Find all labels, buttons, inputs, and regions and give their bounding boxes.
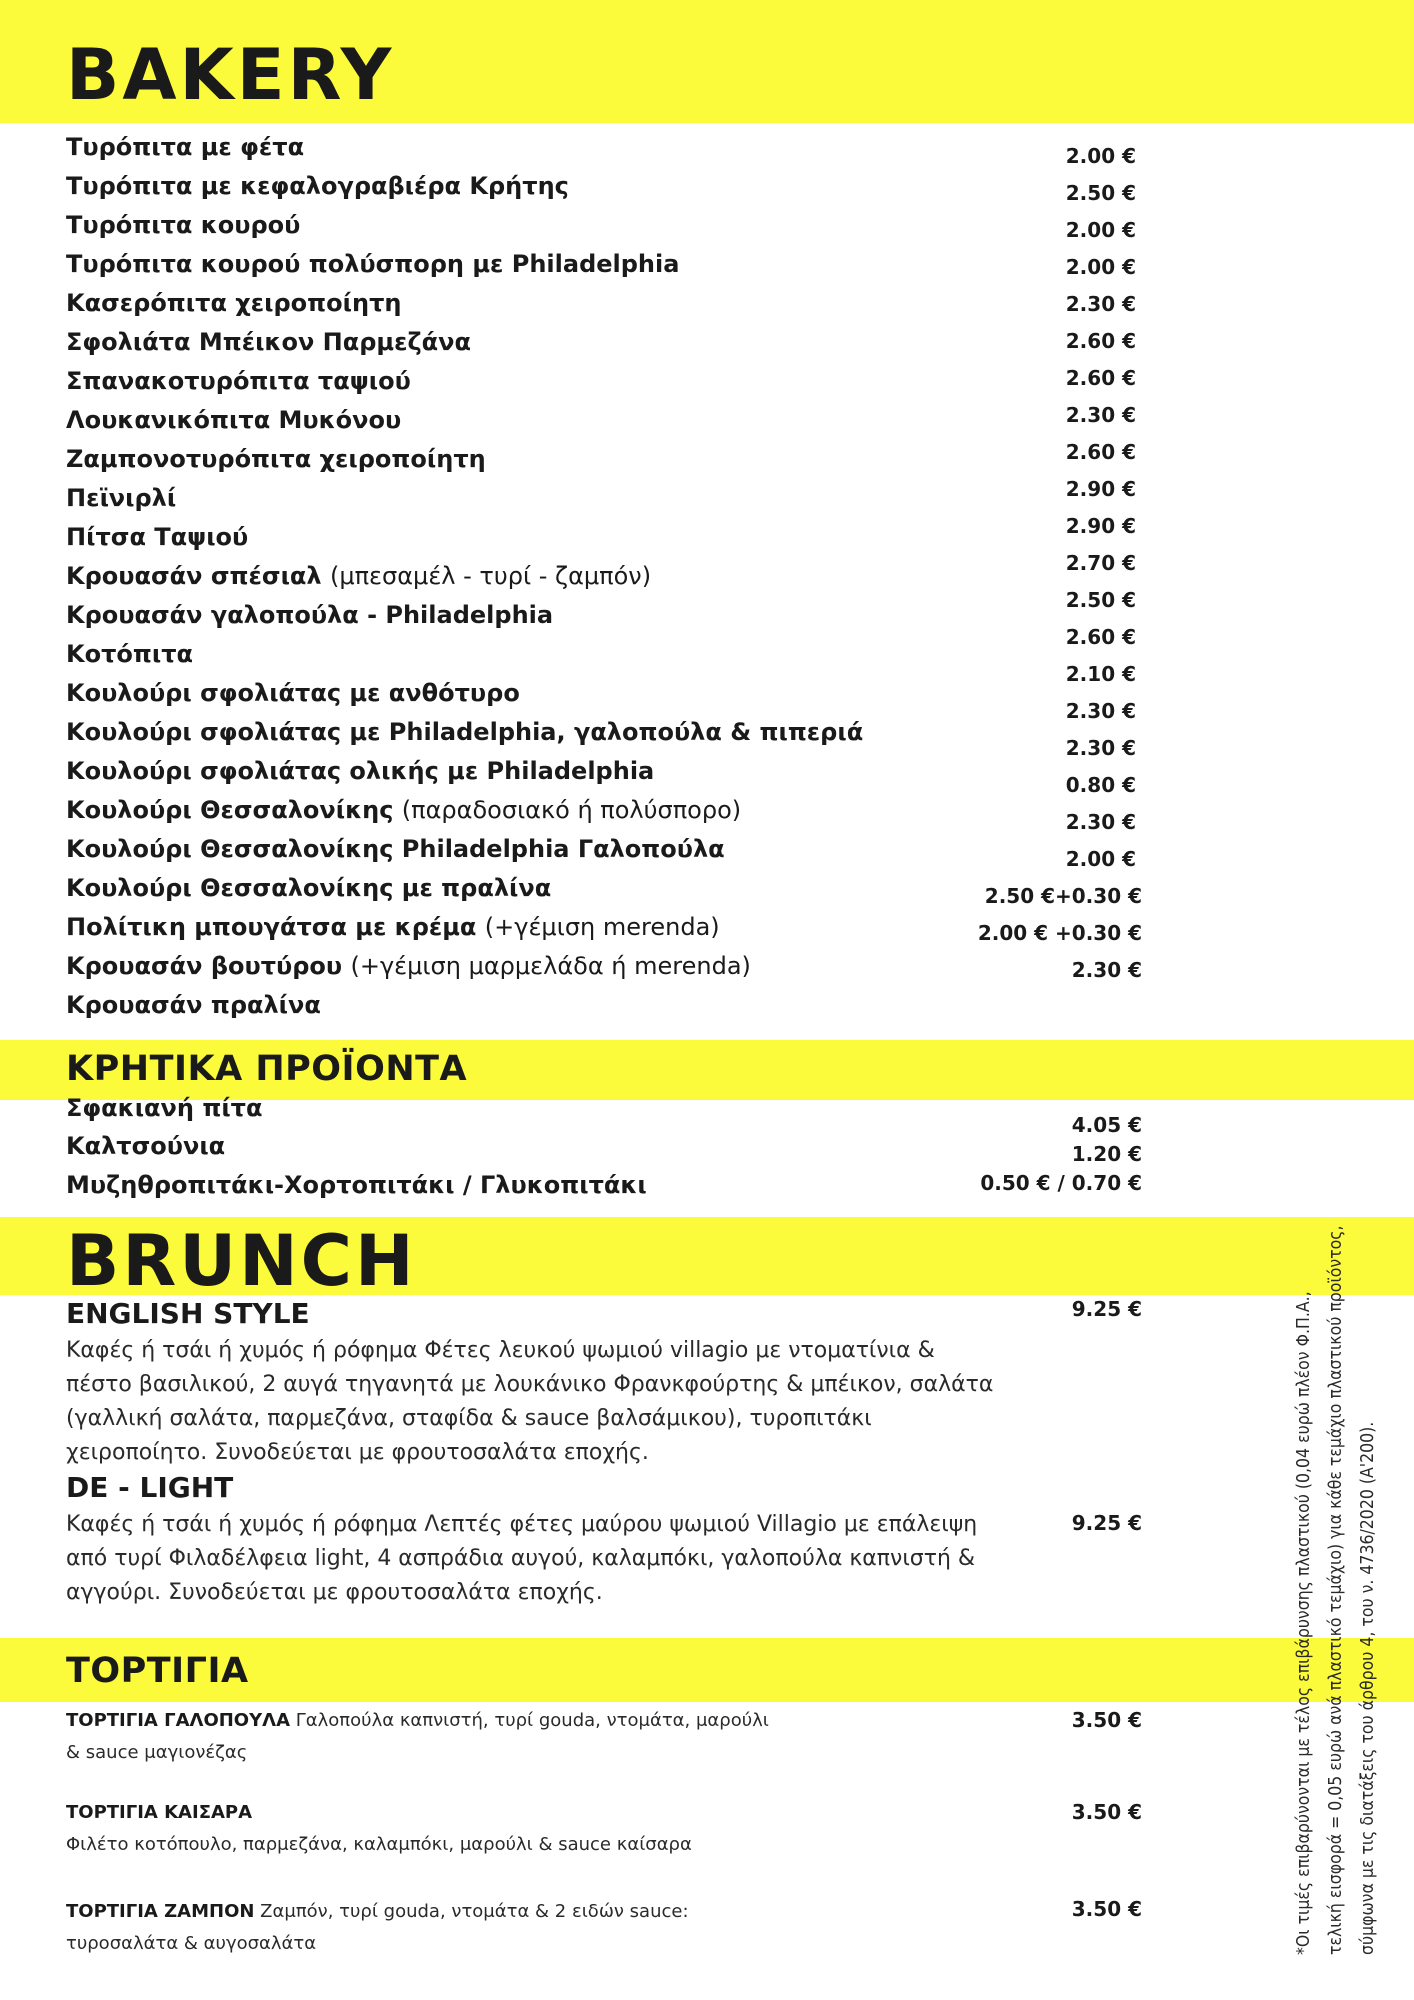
bakery-item-note: (+γέμιση merenda) (484, 913, 720, 941)
brunch-price: 9.25 € (1071, 1297, 1142, 1321)
tortilla-price: 3.50 € (1071, 1897, 1142, 1921)
bakery-item: Κοτόπιτα (66, 640, 194, 668)
bakery-price: 2.60 € (1065, 329, 1136, 353)
bakery-item: Κρουασάν πραλίνα (66, 991, 321, 1019)
bakery-price: 2.30 € (1065, 403, 1136, 427)
cretan-title: ΚΡΗΤΙΚΑ ΠΡΟΪΟΝΤΑ (66, 1049, 468, 1089)
bakery-price: 0.80 € (1065, 773, 1136, 797)
tortilla-item-description: Γαλοπούλα καπνιστή, τυρί gouda, ντομάτα, μαρούλι & sauce μαγιονέζας (66, 1710, 769, 1763)
tortilla-price: 3.50 € (1071, 1708, 1142, 1732)
bakery-title: BAKERY (66, 34, 395, 116)
bakery-price: 2.00 € +0.30 € (977, 921, 1142, 945)
bakery-price: 2.60 € (1065, 625, 1136, 649)
brunch-item-description: Καφές ή τσάι ή χυμός ή ρόφημα Φέτες λευκού ψωμιού villagio με ντοματίνια & πέστο βασιλικού, 2 αυγά τηγανητά με λουκάνικο Φρανκφούρτης & μπέικον, σαλάτα (γαλλική σαλάτα, παρμεζάνα, σταφίδα & sauce βαλσάμικου), τυροπιτάκι χειροποίητο. Συνοδεύεται με φρουτοσαλάτα εποχής. (66, 1338, 994, 1465)
brunch-item-title: DE - LIGHT (66, 1471, 234, 1504)
bakery-item: Κουλούρι σφολιάτας ολικής με Philadelphia (66, 757, 655, 785)
bakery-item: Πολίτικη μπουγάτσα με κρέμα (+γέμιση merenda) (66, 913, 720, 941)
bakery-price: 2.90 € (1065, 477, 1136, 501)
plastic-levy-note (1288, 1015, 1384, 1955)
bakery-item: Κουλούρι Θεσσαλονίκης Philadelphia Γαλοπούλα (66, 835, 725, 863)
tortilla-price: 3.50 € (1071, 1800, 1142, 1824)
bakery-price: 2.30 € (1065, 736, 1136, 760)
tortilla-item-name: ΤΟΡΤΙΓΙΑ ΖΑΜΠΟΝ (66, 1901, 255, 1922)
tortilla-item (66, 1896, 786, 1960)
bakery-item: Κουλούρι σφολιάτας με ανθότυρο (66, 679, 520, 707)
tortilla-item (66, 1705, 786, 1769)
bakery-item: Κρουασάν βουτύρου (+γέμιση μαρμελάδα ή merenda) (66, 952, 751, 980)
cretan-price: 4.05 € (1071, 1113, 1142, 1137)
bakery-price: 2.10 € (1065, 662, 1136, 686)
bakery-item: Κουλούρι Θεσσαλονίκης με πραλίνα (66, 874, 552, 902)
bakery-price: 2.70 € (1065, 551, 1136, 575)
bakery-item-note: (+γέμιση μαρμελάδα ή merenda) (350, 952, 751, 980)
bakery-item: Τυρόπιτα με κεφαλογραβιέρα Κρήτης (66, 172, 569, 200)
brunch-price: 9.25 € (1071, 1511, 1142, 1535)
bakery-price: 2.00 € (1065, 847, 1136, 871)
bakery-price: 2.30 € (1071, 958, 1142, 982)
bakery-item: Τυρόπιτα κουρού πολύσπορη με Philadelphia (66, 250, 680, 278)
bakery-item-note: (μπεσαμέλ - τυρί - ζαμπόν) (329, 562, 652, 590)
bakery-item: Πίτσα Ταψιού (66, 523, 249, 551)
plastic-levy-note-line: τελική εισφορά = 0,05 ευρώ ανά πλαστικό τεμάχιο) για κάθε τεμάχιο πλαστικού προϊόντος, (1326, 1225, 1346, 1955)
bakery-price: 2.50 € (1065, 588, 1136, 612)
bakery-item: Πεϊνιρλί (66, 484, 177, 512)
cretan-item: Σφακιανή πίτα (66, 1094, 263, 1122)
cretan-item: Καλτσούνια (66, 1132, 226, 1160)
bakery-item: Κουλούρι Θεσσαλονίκης (παραδοσιακό ή πολύσπορο) (66, 796, 742, 824)
brunch-title: BRUNCH (66, 1220, 417, 1302)
bakery-item: Ζαμπονοτυρόπιτα χειροποίητη (66, 445, 486, 473)
bakery-price: 2.50 €+0.30 € (984, 884, 1142, 908)
brunch-item-title: ENGLISH STYLE (66, 1297, 310, 1330)
bakery-price: 2.90 € (1065, 514, 1136, 538)
bakery-price: 2.00 € (1065, 218, 1136, 242)
bakery-item: Λουκανικόπιτα Μυκόνου (66, 406, 402, 434)
bakery-price: 2.30 € (1065, 292, 1136, 316)
bakery-price: 2.60 € (1065, 366, 1136, 390)
cretan-item: Μυζηθροπιτάκι-Χορτοπιτάκι / Γλυκοπιτάκι (66, 1171, 647, 1199)
tortilla-item-name: ΤΟΡΤΙΓΙΑ ΓΑΛΟΠΟΥΛΑ (66, 1710, 291, 1731)
bakery-price: 2.00 € (1065, 144, 1136, 168)
bakery-item: Σπανακοτυρόπιτα ταψιού (66, 367, 411, 395)
bakery-price: 2.60 € (1065, 440, 1136, 464)
bakery-item: Κρουασάν σπέσιαλ (μπεσαμέλ - τυρί - ζαμπόν) (66, 562, 652, 590)
brunch-item-description: Καφές ή τσάι ή χυμός ή ρόφημα Λεπτές φέτες μαύρου ψωμιού Villagio με επάλειψη από τυρί Φιλαδέλφεια light, 4 ασπράδια αυγού, καλαμπόκι, γαλοπούλα καπνιστή & αγγούρι. Συνοδεύεται με φρουτοσαλάτα εποχής. (66, 1512, 978, 1605)
cretan-price: 1.20 € (1071, 1142, 1142, 1166)
tortilla-item-description: Φιλέτο κοτόπουλο, παρμεζάνα, καλαμπόκι, μαρούλι & sauce καίσαρα (66, 1834, 692, 1855)
bakery-price: 2.50 € (1065, 181, 1136, 205)
bakery-item: Τυρόπιτα με φέτα (66, 133, 305, 161)
plastic-levy-note-line: *Οι τιμές επιβαρύνονται με τέλος επιβάρυνσης πλαστικού (0,04 ευρώ πλέον Φ.Π.Α., (1294, 1291, 1314, 1955)
bakery-item-note: (παραδοσιακό ή πολύσπορο) (401, 796, 742, 824)
bakery-price: 2.30 € (1065, 810, 1136, 834)
bakery-item: Κασερόπιτα χειροποίητη (66, 289, 402, 317)
tortilla-item-name: ΤΟΡΤΙΓΙΑ ΚΑΙΣΑΡΑ (66, 1802, 253, 1823)
tortilla-title: ΤΟΡΤΙΓΙΑ (66, 1651, 249, 1691)
bakery-item: Κουλούρι σφολιάτας με Philadelphia, γαλοπούλα & πιπεριά (66, 718, 864, 746)
bakery-item: Σφολιάτα Μπέικον Παρμεζάνα (66, 328, 471, 356)
bakery-item: Κρουασάν γαλοπούλα - Philadelphia (66, 601, 554, 629)
bakery-item: Τυρόπιτα κουρού (66, 211, 301, 239)
tortilla-item-description: Ζαμπόν, τυρί gouda, ντομάτα & 2 ειδών sauce: τυροσαλάτα & αυγοσαλάτα (66, 1901, 689, 1954)
bakery-price: 2.30 € (1065, 699, 1136, 723)
tortilla-item (66, 1797, 786, 1861)
cretan-price: 0.50 € / 0.70 € (980, 1171, 1142, 1195)
bakery-price: 2.00 € (1065, 255, 1136, 279)
plastic-levy-note-line: σύμφωνα με τις διατάξεις του άρθρου 4, του ν. 4736/2020 (Α'200). (1358, 1421, 1378, 1955)
